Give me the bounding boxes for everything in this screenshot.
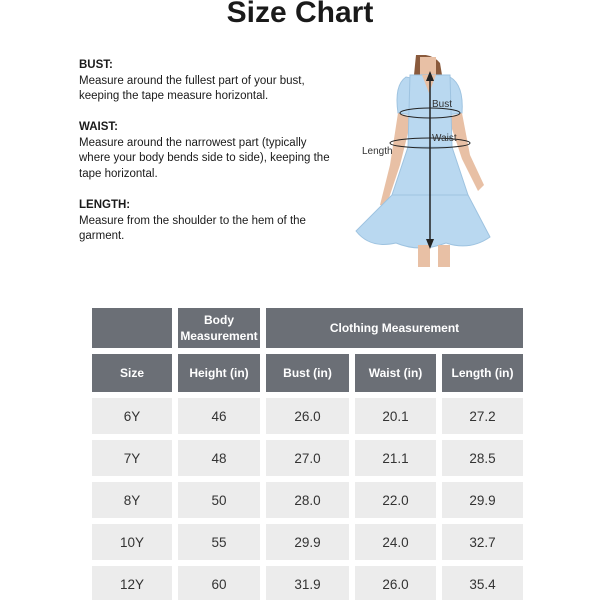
bust-instructions: [79, 58, 339, 105]
height-cell: 46: [178, 398, 260, 434]
height-cell: 60: [178, 566, 260, 600]
column-header-bust: Bust (in): [266, 354, 349, 392]
waist-text-line: tape horizontal.: [79, 167, 158, 180]
height-cell: 55: [178, 524, 260, 560]
table-row: [92, 398, 523, 434]
length-label: Length: [362, 146, 393, 157]
bust-cell: 28.0: [266, 482, 349, 518]
size-cell: 7Y: [92, 440, 172, 476]
body-measurement-header: Body Measurement: [178, 308, 260, 348]
length-cell: 29.9: [442, 482, 523, 518]
dress-figure: [350, 55, 500, 267]
column-header-length: Length (in): [442, 354, 523, 392]
column-header-size: Size: [92, 354, 172, 392]
dress-illustration: [350, 55, 500, 267]
size-table: [86, 302, 529, 600]
waist-cell: 26.0: [355, 566, 436, 600]
waist-instructions: [79, 120, 339, 182]
waist-text-line: Measure around the narrowest part (typically: [79, 136, 307, 149]
length-cell: 27.2: [442, 398, 523, 434]
length-cell: 32.7: [442, 524, 523, 560]
length-text-line: garment.: [79, 230, 125, 242]
length-instructions: [79, 198, 339, 245]
size-cell: 12Y: [92, 566, 172, 600]
column-header-row: [92, 354, 523, 392]
right-leg: [438, 245, 450, 267]
bust-label: Bust: [432, 99, 453, 110]
skirt-tier-lower: [356, 195, 490, 248]
size-cell: 6Y: [92, 398, 172, 434]
column-header-height: Height (in): [178, 354, 260, 392]
size-cell: 8Y: [92, 482, 172, 518]
bust-cell: 27.0: [266, 440, 349, 476]
height-cell: 50: [178, 482, 260, 518]
empty-header-cell: [92, 308, 172, 348]
length-heading: LENGTH:: [79, 199, 131, 211]
table-row: [92, 524, 523, 560]
waist-cell: 21.1: [355, 440, 436, 476]
height-cell: 48: [178, 440, 260, 476]
table-row: [92, 440, 523, 476]
length-cell: 28.5: [442, 440, 523, 476]
waist-text-line: where your body bends side to side), keeping the: [79, 152, 330, 164]
size-cell: 10Y: [92, 524, 172, 560]
waist-cell: 24.0: [355, 524, 436, 560]
bust-text-line: Measure around the fullest part of your bust,: [79, 74, 305, 87]
bust-cell: 26.0: [266, 398, 349, 434]
waist-label: Waist: [432, 133, 457, 144]
table-row: [92, 566, 523, 600]
length-text-line: Measure from the shoulder to the hem of the: [79, 214, 306, 227]
bust-cell: 31.9: [266, 566, 349, 600]
bust-heading: BUST:: [79, 59, 113, 71]
waist-heading: WAIST:: [79, 121, 118, 133]
length-cell: 35.4: [442, 566, 523, 600]
clothing-measurement-header: Clothing Measurement: [266, 308, 523, 348]
column-header-waist: Waist (in): [355, 354, 436, 392]
table-row: [92, 482, 523, 518]
group-header-row: [92, 308, 523, 348]
page-title: Size Chart: [226, 0, 374, 29]
bust-cell: 29.9: [266, 524, 349, 560]
left-leg: [418, 245, 430, 267]
skin-shape: [420, 57, 436, 75]
waist-cell: 20.1: [355, 398, 436, 434]
bust-text-line: keeping the tape measure horizontal.: [79, 90, 269, 102]
waist-cell: 22.0: [355, 482, 436, 518]
